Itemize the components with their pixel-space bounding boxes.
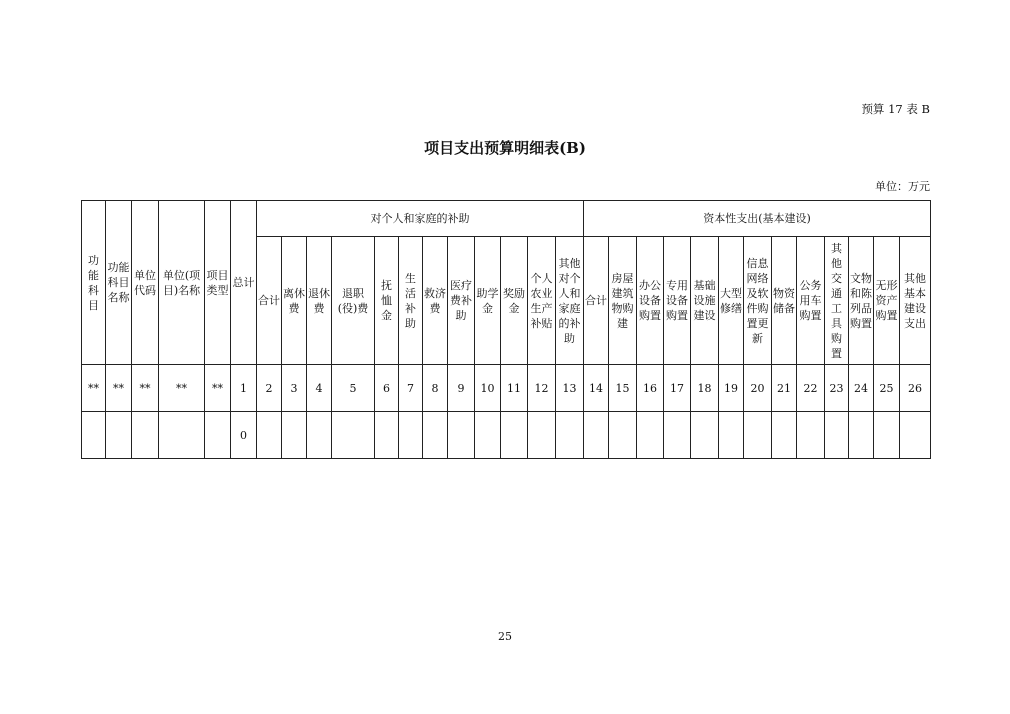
capital-expenditure-column-header: 其他 交通 工具 购置	[825, 237, 849, 365]
column-number-cell: **	[106, 365, 132, 412]
column-number-cell: **	[82, 365, 106, 412]
column-number-cell: 7	[399, 365, 423, 412]
column-number-cell: 18	[691, 365, 719, 412]
column-number-cell: 8	[423, 365, 448, 412]
capital-expenditure-column-header: 房屋 建筑 物购 建	[609, 237, 637, 365]
table-cell	[399, 412, 423, 459]
column-number-cell: 26	[900, 365, 931, 412]
header-grand-total: 总计	[231, 201, 257, 365]
capital-expenditure-column-header: 其他 基本 建设 支出	[900, 237, 931, 365]
capital-expenditure-column-header: 物资 储备	[772, 237, 797, 365]
table-cell	[475, 412, 501, 459]
column-number-cell: 11	[501, 365, 528, 412]
table-cell	[82, 412, 106, 459]
capital-expenditure-column-header: 文物 和陈 列品 购置	[849, 237, 874, 365]
capital-expenditure-column-header: 信息 网络 及软 件购 置更 新	[744, 237, 772, 365]
table-cell	[132, 412, 159, 459]
header-group-personal-subsidy: 对个人和家庭的补助	[257, 201, 584, 237]
capital-expenditure-column-header: 专用 设备 购置	[664, 237, 691, 365]
personal-subsidy-column-header: 离休 费	[282, 237, 307, 365]
table-cell	[257, 412, 282, 459]
table-cell	[556, 412, 584, 459]
table-cell	[528, 412, 556, 459]
table-cell	[825, 412, 849, 459]
header-project-type: 项目 类型	[205, 201, 231, 365]
column-number-cell: 22	[797, 365, 825, 412]
table-cell	[797, 412, 825, 459]
capital-expenditure-column-header: 合计	[584, 237, 609, 365]
capital-expenditure-column-header: 大型 修缮	[719, 237, 744, 365]
column-number-cell: 19	[719, 365, 744, 412]
table-cell	[307, 412, 332, 459]
table-cell	[375, 412, 399, 459]
table-cell	[744, 412, 772, 459]
personal-subsidy-column-header: 奖励 金	[501, 237, 528, 365]
column-number-cell: 4	[307, 365, 332, 412]
table-cell	[664, 412, 691, 459]
header-group-row	[82, 201, 931, 237]
unit-label: 单位：万元	[875, 180, 930, 193]
personal-subsidy-column-header: 合计	[257, 237, 282, 365]
table-cell	[874, 412, 900, 459]
document-title: 项目支出预算明细表(B)	[424, 139, 586, 157]
page-number: 25	[498, 630, 512, 643]
column-number-cell: 2	[257, 365, 282, 412]
column-number-cell: 9	[448, 365, 475, 412]
table-cell	[719, 412, 744, 459]
column-number-cell: 15	[609, 365, 637, 412]
capital-expenditure-column-header: 公务 用车 购置	[797, 237, 825, 365]
capital-expenditure-column-header: 基础 设施 建设	[691, 237, 719, 365]
column-number-cell: 20	[744, 365, 772, 412]
table-cell	[584, 412, 609, 459]
capital-expenditure-column-header: 无形 资产 购置	[874, 237, 900, 365]
column-number-cell: 12	[528, 365, 556, 412]
header-function-subject-name: 功能 科目 名称	[106, 201, 132, 365]
personal-subsidy-column-header: 助学 金	[475, 237, 501, 365]
table-cell	[205, 412, 231, 459]
budget-detail-table	[81, 200, 931, 459]
table-row	[82, 412, 931, 459]
table-cell	[849, 412, 874, 459]
column-number-cell: 10	[475, 365, 501, 412]
personal-subsidy-column-header: 退休 费	[307, 237, 332, 365]
column-number-cell: **	[205, 365, 231, 412]
capital-expenditure-column-header: 办公 设备 购置	[637, 237, 664, 365]
personal-subsidy-column-header: 其他 对个 人和 家庭 的补 助	[556, 237, 584, 365]
column-number-cell: 14	[584, 365, 609, 412]
column-number-cell: 23	[825, 365, 849, 412]
header-group-capital-expenditure: 资本性支出(基本建设)	[584, 201, 931, 237]
header-unit-code: 单位 代码	[132, 201, 159, 365]
column-number-cell: 1	[231, 365, 257, 412]
table-cell	[772, 412, 797, 459]
column-number-cell: 25	[874, 365, 900, 412]
table-number-label: 预算 17 表 B	[861, 102, 930, 116]
table-cell	[637, 412, 664, 459]
column-number-cell: 5	[332, 365, 375, 412]
column-number-cell: 16	[637, 365, 664, 412]
table-cell	[501, 412, 528, 459]
header-unit-project-name: 单位(项 目)名称	[159, 201, 205, 365]
table-cell	[448, 412, 475, 459]
table-cell	[332, 412, 375, 459]
personal-subsidy-column-header: 生活 补助	[399, 237, 423, 365]
table-cell	[691, 412, 719, 459]
column-number-cell: **	[159, 365, 205, 412]
personal-subsidy-column-header: 医疗 费补 助	[448, 237, 475, 365]
column-number-cell: 6	[375, 365, 399, 412]
personal-subsidy-column-header: 救济 费	[423, 237, 448, 365]
personal-subsidy-column-header: 个人 农业 生产 补贴	[528, 237, 556, 365]
personal-subsidy-column-header: 退职 (役)费	[332, 237, 375, 365]
table-cell	[423, 412, 448, 459]
table-cell	[900, 412, 931, 459]
table-cell: 0	[231, 412, 257, 459]
column-number-cell: **	[132, 365, 159, 412]
personal-subsidy-column-header: 抚恤 金	[375, 237, 399, 365]
table-cell	[609, 412, 637, 459]
column-number-row	[82, 365, 931, 412]
column-number-cell: 21	[772, 365, 797, 412]
column-number-cell: 24	[849, 365, 874, 412]
column-number-cell: 13	[556, 365, 584, 412]
table-cell	[159, 412, 205, 459]
header-function-subject: 功 能 科 目	[82, 201, 106, 365]
column-number-cell: 17	[664, 365, 691, 412]
table-cell	[282, 412, 307, 459]
table-cell	[106, 412, 132, 459]
column-number-cell: 3	[282, 365, 307, 412]
